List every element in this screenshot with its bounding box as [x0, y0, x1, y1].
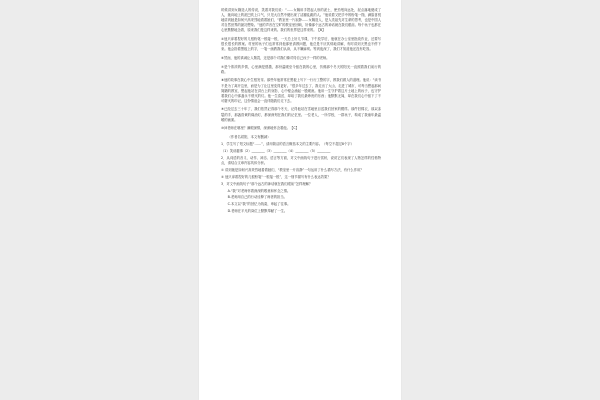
- paragraph-6: ⑥然而，他的真诚让人敬畏，还是那个对我们像对待自己孩子一样的老师。: [221, 55, 330, 60]
- option-d: D.老师在平凡的岗位上默默奉献了一生。: [227, 208, 288, 213]
- paragraph-7: ⑦是个浓浓的乡情，心里满是感激，那份温暖至今留在我的心里，仿佛那个冬天的阳光一直照着我们前行的路。: [221, 64, 381, 74]
- question-1: 1．学生写了短文标题“……”，请用简洁的语言概括本文的主要内容。（每空不超过8个字）: [221, 142, 354, 147]
- question-2-part-1: ① 讲到她是如何兴高采烈地看着她们，“教室里一片寂静”一句运用了什么描写方法，有什么作用？: [221, 168, 364, 173]
- paragraph-8: ⑧他的故事在我心中生根发芽。那些年他常常在黑板上写下一行行工整的字，教我们做人的道理。他说：“读书不是为了离开这里，而是为了让这里变得更好。”很多年过去了，我走出了大山，走进了城市，可每当想起那间简陋的教室，想起他站在讲台上的身影，心中便会涌起一股暖流。他用一生守护着这片土地上的孩子，也守护着我们心中那盏永不熄灭的灯。他一生清贫，却给了我们最珍贵的东西；他默默无闻，却在我们心中留下了不可磨灭的印记，这份情谊会一直伴随我们走下去。: [221, 78, 381, 103]
- question-2-part-2: ② 他只拿着捏好的几根粉笔“一根接一根”，这一细节描写有什么表达效果？: [221, 174, 331, 179]
- document-page: [199, 0, 401, 400]
- option-a: A.“我”对老师怀着深深的敬意和怀念之情。: [227, 188, 291, 193]
- paragraph-9: ⑨已经过去三十年了，我们依然记得那个冬天，记得他站在雪地里目送我们回家的模样。那件旧棉衣，那双冻裂的手，那盏昏黄的煤油灯，都深深刻在我们的记忆里。一位老人，一所学校，一群孩子，构成了我童年最温暖的画面。: [221, 107, 381, 122]
- option-b: B.老师用自己的行动诠释了师者的担当。: [227, 195, 287, 200]
- source-note: （作者名叔阳，本文有删减）: [227, 135, 271, 140]
- question-1-blanks: （1）笑谈趣事（2）________（3）________（4）________（5）________: [221, 149, 331, 153]
- page-content: [221, 8, 381, 215]
- option-c: C.本文以“我”的回忆为线索，串起了往事。: [227, 202, 291, 207]
- question-3: 3．对文中画线句子“那个远古的神话就在我们眼前”怎样理解？: [221, 182, 313, 187]
- paragraph-10: ⑩问老师在哪里？满眼深情，深深地怀念着他。【C】: [221, 126, 299, 131]
- paragraph-5: ⑤他只拿着捏好的几根粉笔一根接一根，一天总上好几节课，下午放学后，他就在办公室里批改作业，还要写很长很长的教案。村里的孩子们也常常到他那里请教问题，他总是不厌其烦地讲解，有时讲到天黑也不停下来。他会指着黑板上的字，一笔一画教我们认读，从不嫌麻烦。等到夜深了，我们才知道他还没有吃饭。: [221, 37, 381, 52]
- question-2: 2．从词语的音义、动作、神态、语言等方面，对文中画线句子进行赏析，说说它们表现了人物怎样的性格特点，请结合文章内容具体分析。: [221, 156, 381, 166]
- paragraph-1: 时候讲到女娲造人的传说，笑着对我们说：“……女娲用手捏起人形的泥土，使劲甩向远处，泥点落地便成了人，她向地上的泥巴吹上口气，只见大自然中便出现了活蹦乱跳的人。”他说着又把手中的粉笔一抛，满脸喜悦地讲到她是如何兴高采烈地看着她们，“教室里一片寂静……女娲造人，是人类祖先对生命的思考，也是中国人对自然世界的最初想象。”他的声音在空旷的教室里回响，好像那个远古的神话就在我们眼前。每个孩子也都在心里默默地念着，原来我们是这样来的。我们的世界是这样来的。【B】: [221, 8, 381, 33]
